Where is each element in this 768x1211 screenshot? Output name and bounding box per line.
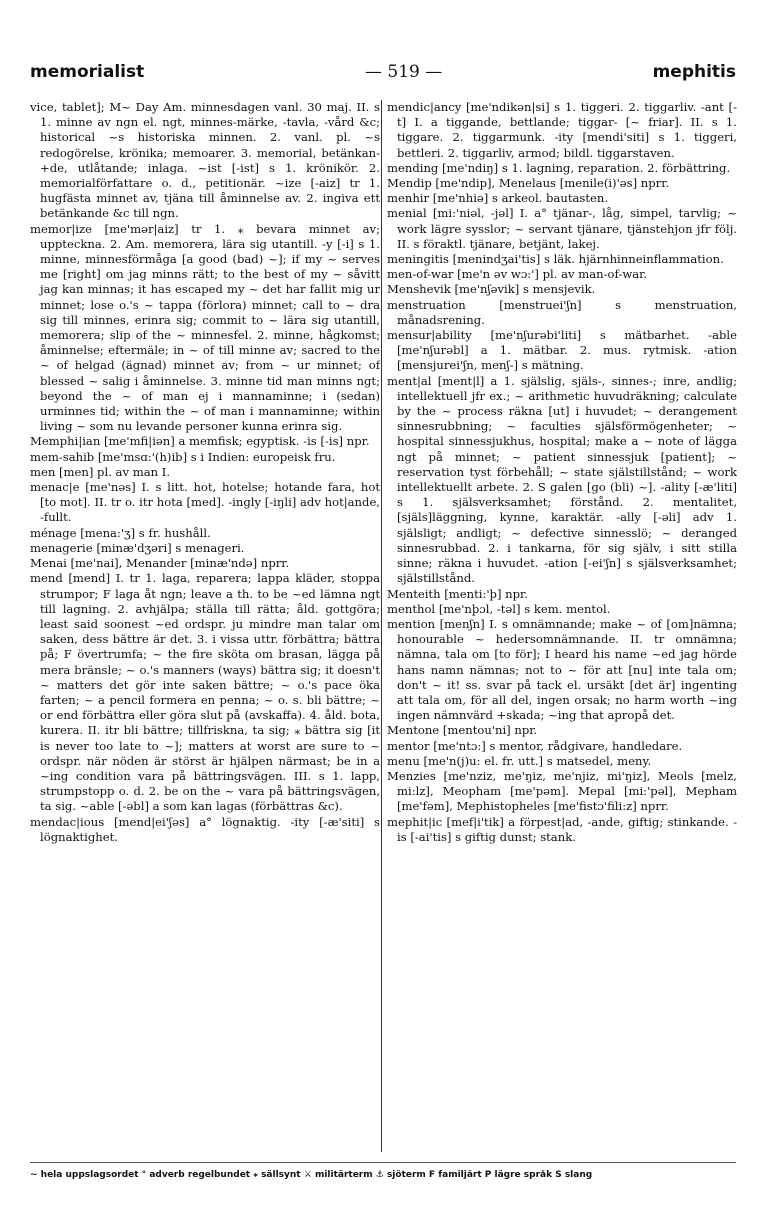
dictionary-entry: Menzies [me'nziz, me'ŋiz, me'njiz, mi'ŋiz], Meols [melz, mi:lz], Meopham [me'pəm]. Mepal [mi:'pəl], Mepham [me'fəm], Mephistopheles [me'fistɔ'fili:z] nprr. [387, 768, 737, 814]
dictionary-entry: Mendip [me'ndip], Menelaus [menile(i)'əs] nprr. [387, 176, 670, 191]
dictionary-entry: vice, tablet]; M~ Day Am. minnesdagen vanl. 30 maj. II. s 1. minne av ngn el. ngt, minnes-märke, -tavla, -vård &c; historical ~s historiska minnen. 2. vanl. pl. ~s redogörelse, krönika; memoarer. 3. memorial, betänkan-+de, utlåtande; inlaga. ~ist [-ist] s 1. krönikör. 2. memorialförfattare o. d., petitionär. ~ize [-aiz] tr 1. hugfästa minnet av, tjäna till åminnelse av. 2. ingiva ett betänkande &c till ngn. [30, 100, 380, 221]
dictionary-entry: Menshevik [me'nʃəvik] s mensjevik. [387, 282, 596, 297]
dictionary-entry: mensur|ability [me'nʃurəbi'liti] s mätbarhet. -able [me'nʃurəbl] a 1. mätbar. 2. mus. rytmisk. -ation [mensjurei'ʃn, menʃ-] s mätning. [387, 328, 737, 373]
left-guide-word: memorialist [30, 62, 145, 82]
dictionary-entry: mendic|ancy [me'ndikən|si] s 1. tiggeri. 2. tiggarliv. -ant [-t] I. a tiggande, bettlande; tiggar- [~ friar]. II. s 1. tiggare. 2. tiggarmunk. -ity [mendi'siti] s 1. tiggeri, bettleri. 2. tiggarliv, armod; bildl. tiggarstaven. [387, 100, 737, 160]
dictionary-entry: men [men] pl. av man I. [30, 464, 171, 479]
dictionary-entry: menthol [me'nþɔl, -təl] s kem. mentol. [387, 601, 611, 616]
footer-divider [30, 1162, 736, 1163]
page-header [30, 62, 736, 88]
dictionary-entry: meningitis [menindʒai'tis] s läk. hjärnhinneinflammation. [387, 252, 724, 267]
dictionary-entry: menagerie [minæ'dʒəri] s menageri. [30, 540, 245, 555]
dictionary-entry: ménage [mena:'ʒ] s fr. hushåll. [30, 525, 211, 540]
dictionary-entry: Menai [me'nai], Menander [minæ'ndə] nprr. [30, 556, 290, 571]
dictionary-entry: memor|ize [me'mər|aiz] tr 1. ⁎ bevara minnet av; uppteckna. 2. Am. memorera, lära sig utantill. -y [-i] s 1. minne, minnesförmåga [a good (bad) ~]; if my ~ serves me [right] om jag minns rätt; to the best of my ~ såvitt jag kan minnas; it has escaped my ~ det har fallit mig ur minnet; lose o.'s ~ tappa (förlora) minnet; call to ~ dra sig till minnes, erinra sig; commit to ~ lära sig utantill, memorera; slip of the ~ minnesfel. 2. minne, hågkomst; åminnelse; eftermäle; in ~ of till minne av; sacred to the ~ of helgad (ägnad) minnet av; from ~ ur minnet; of blessed ~ salig i åminnelse. 3. minne tid man minns ngt; beyond the ~ of man ej i mannaminne; i (sedan) urminnes tid; within the ~ of man i mannaminne; within living ~ som nu levande personer kunna erinra sig. [30, 221, 380, 434]
dictionary-entry: menu [me'n(j)u: el. fr. utt.] s matsedel, meny. [387, 753, 652, 768]
right-column [387, 100, 737, 1150]
left-column [30, 100, 380, 1150]
dictionary-entry: menstruation [menstruei'ʃn] s menstruation, månadsrening. [387, 297, 737, 327]
dictionary-entry: mendac|ious [mend|ei'ʃəs] a° lögnaktig. -ity [-æ'siti] s lögnaktighet. [30, 814, 380, 844]
dictionary-entry: mend [mend] I. tr 1. laga, reparera; lappa kläder, stoppa strumpor; F laga åt ngn; leave a th. to be ~ed lämna ngt till lagning. 2. avhjälpa; ställa till rätta; åld. gottgöra; least said soonest ~ed ordspr. ju mindre man talar om saken, dess bättre är det. 3. i vissa uttr. förbättra; bättra på; F övertrumfa; ~ the fire sköta om brasan, lägga på mera bränsle; ~ o.'s manners (ways) bättra sig; it doesn't ~ matters det gör inte saken bättre; ~ o.'s pace öka farten; ~ a pencil formera en penna; ~ o. s. bli bättre; ~ or end förbättra eller göra slut på (avskaffa). 4. åld. bota, kurera. II. itr bli bättre; tillfriskna, ta sig; ⁎ bättra sig [it is never too late to ~]; matters at worst are sure to ~ ordspr. när nöden är störst är hjälpen närmast; be in a ~ing condition vara på bättringsvägen. III. s 1. lapp, strumpstopp o. d. 2. be on the ~ vara på bättringsvägen, ta sig. ~able [-əbl] a som kan lagas (förbättras &c). [30, 571, 380, 814]
dictionary-entry: mention [menʃn] I. s omnämnande; make ~ of [om]nämna; honourable ~ hedersomnämnande. II. tr omnämna; nämna, tala om [to för]; I heard his name ~ed jag hörde hans namn nämnas; not to ~ för att [nu] inte tala om; don't ~ it! ss. svar på tack el. ursäkt [det är] ingenting att tala om, för all del, ingen orsak; no harm worth ~ing ingen nämnvärd +skada; ~ing that apropå det. [387, 616, 737, 723]
dictionary-entry: menhir [me'nhiə] s arkeol. bautasten. [387, 191, 609, 206]
dictionary-entry: mentor [me'ntɔ:] s mentor, rådgivare, handledare. [387, 738, 683, 753]
column-divider [381, 100, 382, 1152]
dictionary-entry: Mentone [mentou'ni] npr. [387, 723, 538, 738]
dictionary-entry: Menteith [menti:'þ] npr. [387, 586, 529, 601]
dictionary-entry: menac|e [me'nəs] I. s litt. hot, hotelse; hotande fara, hot [to mot]. II. tr o. itr hota [med]. -ingly [-iŋli] adv hot|ande, -fullt. [30, 480, 380, 525]
dictionary-entry: men-of-war [me'n əv wɔ:'] pl. av man-of-war. [387, 267, 648, 282]
dictionary-entry: mending [me'ndiŋ] s 1. lagning, reparation. 2. förbättring. [387, 160, 731, 175]
page-number: — 519 — [365, 62, 443, 82]
abbreviation-legend: ~ hela uppslagsordet ° adverb regelbundet ⁎ sällsynt ⚔ militärterm ⚓ sjöterm F familjärt P lägre språk S slang [30, 1170, 593, 1180]
right-guide-word: mephitis [652, 62, 736, 82]
dictionary-entry: mephit|ic [mef|i'tik] a förpest|ad, -ande, giftig; stinkande. -is [-ai'tis] s giftig dunst; stank. [387, 814, 737, 844]
dictionary-entry: mem-sahib [me'msɑ:'(h)ib] s i Indien: europeisk fru. [30, 449, 336, 464]
dictionary-entry: ment|al [ment|l] a 1. själslig, själs-, sinnes-; inre, andlig; intellektuell jfr ex.; ~ arithmetic huvudräkning; calculate by the ~ process räkna [ut] i huvudet; ~ derangement sinnesrubbning; ~ faculties själsförmögenheter; ~ hospital sinnessjukhus, hospital; make a ~ note of lägga ngt på minnet; ~ patient sinnessjuk [patient]; ~ reservation tyst förbehåll; ~ state själstillstånd; ~ work intellektuellt arbete. 2. S galen [go (bli) ~]. -ality [-æ'liti] s 1. själsverksamhet; förstånd. 2. mentalitet, [själs]läggning, kynne, karaktär. -ally [-əli] adv 1. själsligt; andligt; ~ defective sinnesslö; ~ deranged sinnesrubbad. 2. i tankarna, för sig själv, i sitt stilla sinne; räkna i huvudet. -ation [-ei'ʃn] s själsverksamhet; själstillstånd. [387, 373, 737, 586]
dictionary-entry: menial [mi:'niəl, -jəl] I. a° tjänar-, låg, simpel, tarvlig; ~ work lägre sysslor; ~ servant tjänare, tjänstehjon jfr följ. II. s föraktl. tjänare, betjänt, lakej. [387, 206, 737, 251]
dictionary-entry: Memphi|ian [me'mfi|iən] a memfisk; egyptisk. -is [-is] npr. [30, 434, 370, 449]
